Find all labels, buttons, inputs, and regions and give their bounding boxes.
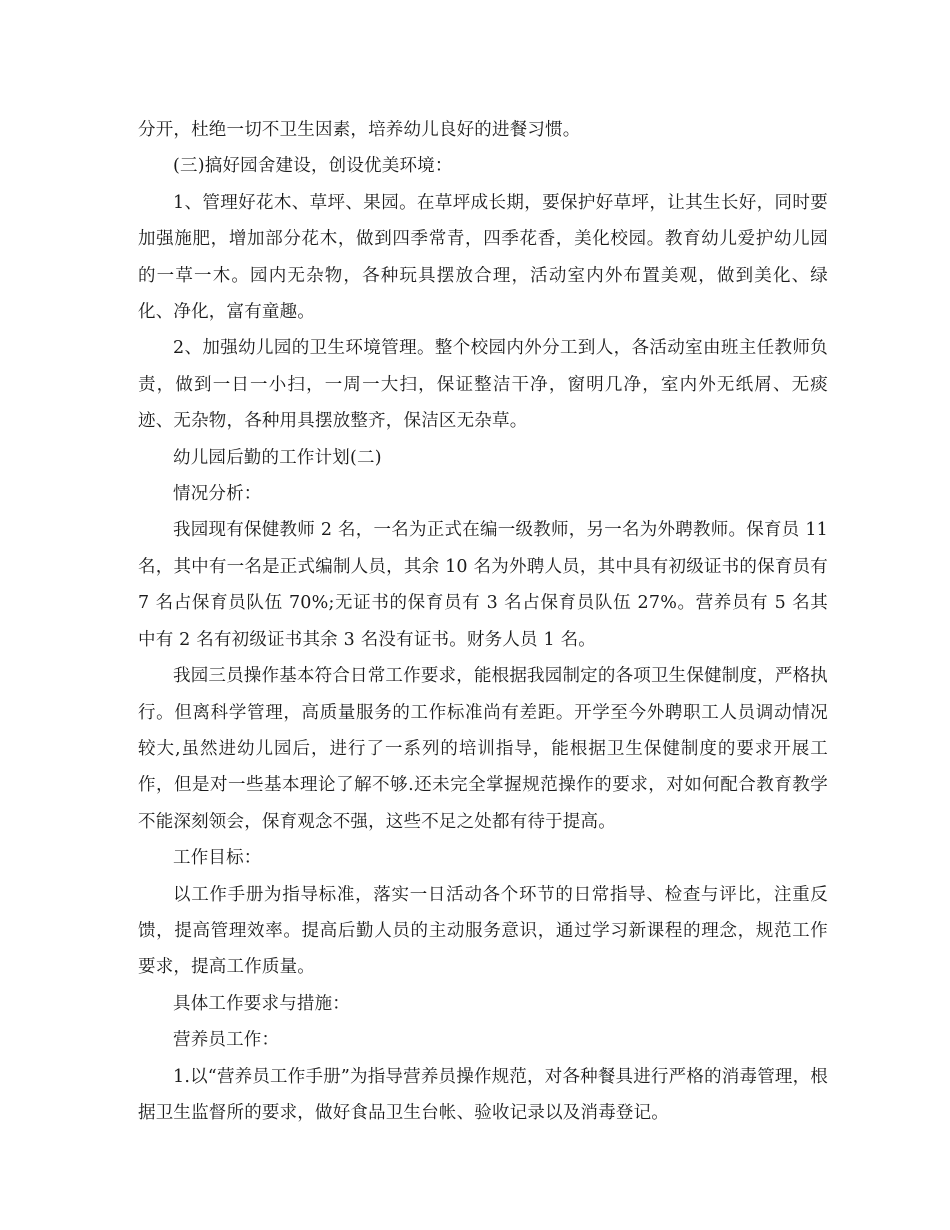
paragraph-staff-stats: 我园现有保健教师 2 名，一名为正式在编一级教师，另一名为外聘教师。保育员 11 名，其中有一名是正式编制人员，其余 10 名为外聘人员，其中具有初级证书的保育员有 7 名占保育员队伍 70%;无证书的保育员有 3 名占保育员队伍 27%。营养员有 5 名其中有 2 名有初级证书其余 3 名没有证书。财务人员 1 名。 [138,520,828,650]
paragraph-nutritionist-item-1: 1.以“营养员工作手册”为指导营养员操作规范，对各种餐具进行严格的消毒管理，根据卫生监督所的要求，做好食品卫生台帐、验收记录以及消毒登记。 [138,1066,828,1123]
heading-requirements: 具体工作要求与措施： [173,993,350,1014]
heading-situation-analysis: 情况分析： [173,484,262,505]
paragraph-continuation: 分开，杜绝一切不卫生因素，培养幼儿良好的进餐习惯。 [138,120,581,140]
paragraph-staff-evaluation: 我园三员操作基本符合日常工作要求，能根据我园制定的各项卫生保健制度，严格执行。但离科学管理，高质量服务的工作标准尚有差距。开学至今外聘职工人员调动情况较大,虽然进幼儿园后，进行了一系列的培训指导，能根据卫生保健制度的要求开展工作，但是对一些基本理论了解不够.还未完全掌握规范操作的要求，对如何配合教育教学不能深刻领会，保育观念不强，这些不足之处都有待于提高。 [138,666,828,832]
heading-nutritionist-work: 营养员工作： [173,1030,280,1051]
paragraph-goals: 以工作手册为指导标准，落实一日活动各个环节的日常指导、检查与评比，注重反馈，提高管理效率。提高后勤人员的主动服务意识，通过学习新课程的理念，规范工作要求，提高工作质量。 [138,884,828,978]
document-subtitle: 幼儿园后勤的工作计划(二) [173,447,382,468]
heading-work-goals: 工作目标： [173,848,262,869]
paragraph-hygiene-management: 2、加强幼儿园的卫生环境管理。整个校园内外分工到人，各活动室由班主任教师负责，做到一日一小扫，一周一大扫，保证整洁干净，窗明几净，室内外无纸屑、无痰迹、无杂物，各种用具摆放整齐，保洁区无杂草。 [138,338,828,432]
section-heading-campus: (三)搞好园舍建设，创设优美环境： [173,156,453,177]
paragraph-greenery: 1、管理好花木、草坪、果园。在草坪成长期，要保护好草坪，让其生长好，同时要加强施肥，增加部分花木，做到四季常青，四季花香，美化校园。教育幼儿爱护幼儿园的一草一木。园内无杂物，各种玩具摆放合理，活动室内外布置美观，做到美化、绿化、净化，富有童趣。 [138,192,828,323]
document-page [138,112,828,1131]
